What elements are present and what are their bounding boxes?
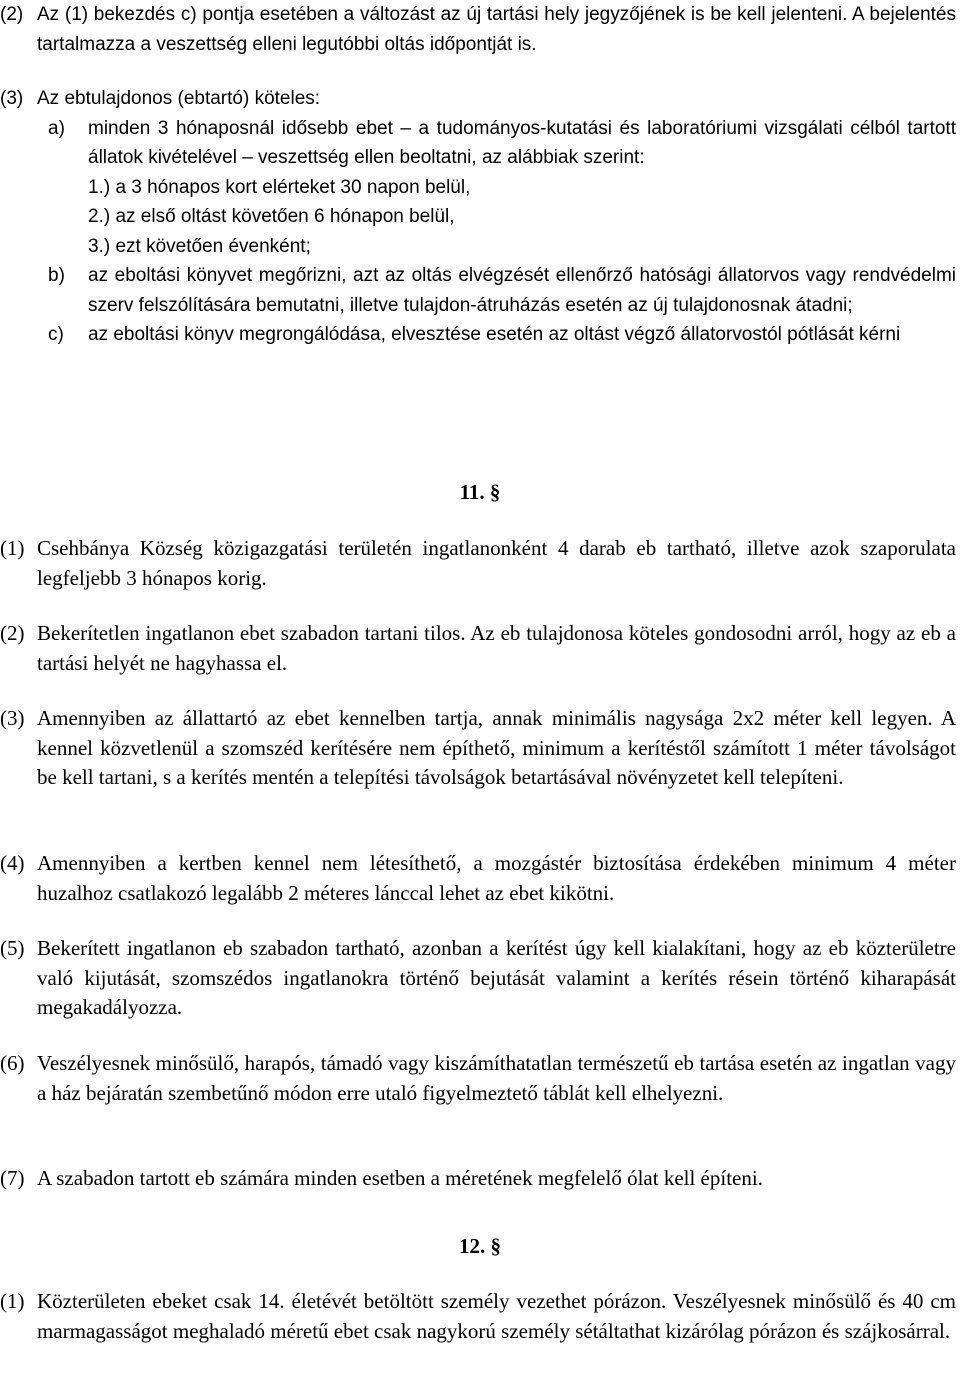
paragraph-number: (4) (0, 851, 25, 875)
paragraph-number: (1) (0, 536, 25, 560)
subpoint-label: c) (48, 324, 64, 345)
subpoint-a (48, 114, 956, 173)
paragraph-number: (3) (0, 88, 24, 109)
paragraph-text: Csehbánya Község közigazgatási területén ingatlanonként 4 darab eb tartható, illetve azok szaporulata legfeljebb 3 hónapos korig. (37, 536, 956, 590)
paragraph-text: A szabadon tartott eb számára minden esetben a méretének megfelelő ólat kell építeni. (37, 1166, 763, 1190)
paragraph-number: (2) (0, 621, 25, 645)
subpoint-text: az eboltási könyvet megőrizni, azt az oltás elvégzését ellenőrző hatósági állatorvos vagy rendvédelmi szerv felszólítására bemutatni, illetve tulajdon-átruházás esetén az új tulajdonosnak átadni; (88, 265, 956, 316)
subpoint-label: a) (48, 117, 65, 139)
subpoint-c (48, 320, 956, 350)
subpoint-text: az eboltási könyv megrongálódása, elvesztése esetén az oltást végző állatorvostól pótlását kérni (88, 324, 901, 345)
paragraph-3-obligations (0, 84, 956, 350)
subpoint-label: b) (48, 265, 65, 286)
paragraph-number: (1) (0, 1289, 25, 1313)
vaccination-schedule-list (88, 173, 956, 262)
subpoint-b (48, 261, 956, 320)
section-11-paragraph-7 (0, 1164, 956, 1194)
paragraph-number: (5) (0, 936, 25, 960)
paragraph-text: Közterületen ebeket csak 14. életévét betöltött személy vezethet pórázon. Veszélyesnek minősülő és 40 cm marmagasságot meghaladó méretű ebet csak nagykorú személy sétáltathat kizárólag pórázon és szájkosárral. (37, 1289, 956, 1343)
section-11-paragraph-1 (0, 534, 956, 593)
paragraph-number: (3) (0, 706, 25, 730)
paragraph-text: Amennyiben az állattartó az ebet kennelben tartja, annak minimális nagysága 2x2 méter kell legyen. A kennel közvetlenül a szomszéd kerítésére nem építhető, minimum a kerítéstől számított 1 méter távolságot be kell tartani, s a kerítés mentén a telepítési távolságok betartásával növényzetet kell telepíteni. (37, 706, 956, 789)
section-11-paragraph-3 (0, 704, 956, 793)
section-11-paragraph-4 (0, 849, 956, 908)
paragraph-text: Veszélyesnek minősülő, harapós, támadó vagy kiszámíthatatlan természetű eb tartása esetén az ingatlan vagy a ház bejáratán szembetűnő módon erre utaló figyelmeztető táblát kell elhelyezni. (37, 1051, 956, 1105)
paragraph-intro: Az ebtulajdonos (ebtartó) köteles: (37, 88, 321, 109)
list-item: 3.) ezt követően évenként; (88, 235, 311, 257)
list-item: 2.) az első oltást követően 6 hónapon belül, (88, 206, 455, 227)
paragraph-number: (6) (0, 1051, 25, 1075)
paragraph-text: Az (1) bekezdés c) pontja esetében a változást az új tartási hely jegyzőjének is be kell jelenteni. A bejelentés tartalmazza a veszettség elleni legutóbbi oltás időpontját is. (37, 4, 956, 55)
section-11-paragraph-6 (0, 1049, 956, 1108)
section-heading-12: 12. § (459, 1234, 501, 1258)
section-11-paragraph-2 (0, 619, 956, 678)
section-12-paragraph-1 (0, 1287, 956, 1346)
list-item: 1.) a 3 hónapos kort elérteket 30 napon belül, (88, 176, 471, 198)
paragraph-number: (7) (0, 1166, 25, 1190)
section-11-paragraph-5 (0, 934, 956, 1023)
section-heading-11: 11. § (459, 480, 501, 504)
subpoint-text: minden 3 hónaposnál idősebb ebet – a tudományos-kutatási és laboratóriumi vizsgálati célból tartott állatok kivételével – veszettség ellen beoltatni, az alábbiak szerint: (88, 117, 956, 168)
paragraph-text: Bekerítetlen ingatlanon ebet szabadon tartani tilos. Az eb tulajdonosa köteles gondosodni arról, hogy az eb a tartási helyét ne hagyhassa el. (37, 621, 956, 675)
paragraph-2-top (0, 0, 956, 59)
paragraph-text: Bekerített ingatlanon eb szabadon tartható, azonban a kerítést úgy kell kialakítani, hogy az eb közterületre való kijutását, szomszédos ingatlanokra történő bejutását valamint a kerítés résein történő kiharapását megakadályozza. (37, 936, 956, 1019)
paragraph-text: Amennyiben a kertben kennel nem létesíthető, a mozgástér biztosítása érdekében minimum 4 méter huzalhoz csatlakozó legalább 2 méteres lánccal lehet az ebet kikötni. (37, 851, 956, 905)
paragraph-number: (2) (0, 4, 24, 25)
